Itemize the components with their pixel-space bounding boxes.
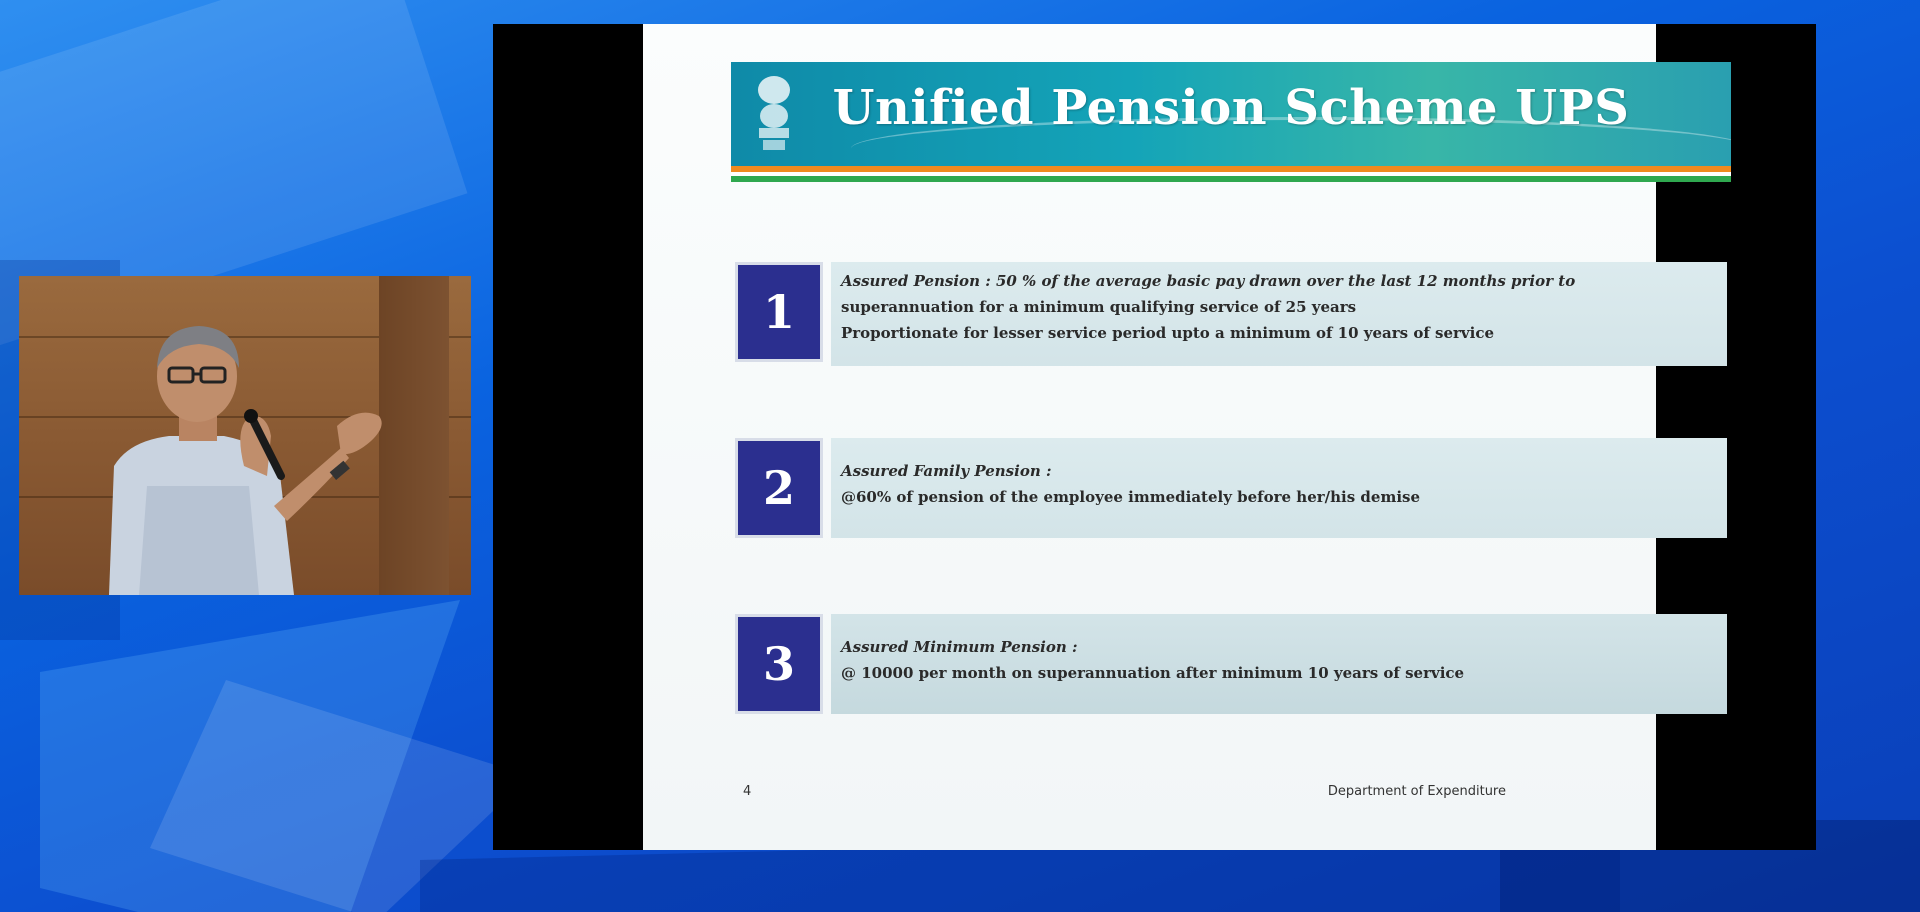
point-number-2: 2 — [735, 438, 823, 538]
tricolor-divider — [731, 166, 1731, 188]
slide-footer-department: Department of Expenditure — [1327, 784, 1506, 799]
point-number-3: 3 — [735, 614, 823, 714]
point-lead: Assured Family Pension : — [841, 462, 1052, 480]
title-banner — [731, 62, 1731, 166]
point-row-3 — [735, 614, 1731, 718]
shared-screen[interactable] — [493, 24, 1816, 850]
slide-page-number: 4 — [743, 784, 752, 799]
slide-title: Unified Pension Scheme UPS — [832, 80, 1630, 136]
point-text-1 — [831, 262, 1727, 366]
background-facet — [40, 600, 460, 912]
point-line: @60% of pension of the employee immediately before her/his demise — [841, 488, 1421, 506]
point-line: superannuation for a minimum qualifying service of 25 years — [841, 298, 1357, 316]
point-lead: Assured Pension : 50 % of the average basic pay drawn over the last 12 months prior to — [841, 272, 1576, 290]
point-line: Proportionate for lesser service period upto a minimum of 10 years of service — [841, 324, 1494, 342]
point-lead: Assured Minimum Pension : — [841, 638, 1078, 656]
presentation-slide — [643, 24, 1656, 850]
point-row-1 — [735, 262, 1731, 366]
point-number-1: 1 — [735, 262, 823, 362]
speaker-video-tile[interactable] — [19, 276, 471, 595]
green-stripe — [731, 176, 1731, 182]
speaker-figure — [19, 276, 471, 595]
point-text-3 — [831, 614, 1727, 714]
point-row-2 — [735, 438, 1731, 542]
point-text-2 — [831, 438, 1727, 538]
background-facet — [150, 680, 530, 912]
point-line: @ 10000 per month on superannuation after minimum 10 years of service — [841, 664, 1465, 682]
